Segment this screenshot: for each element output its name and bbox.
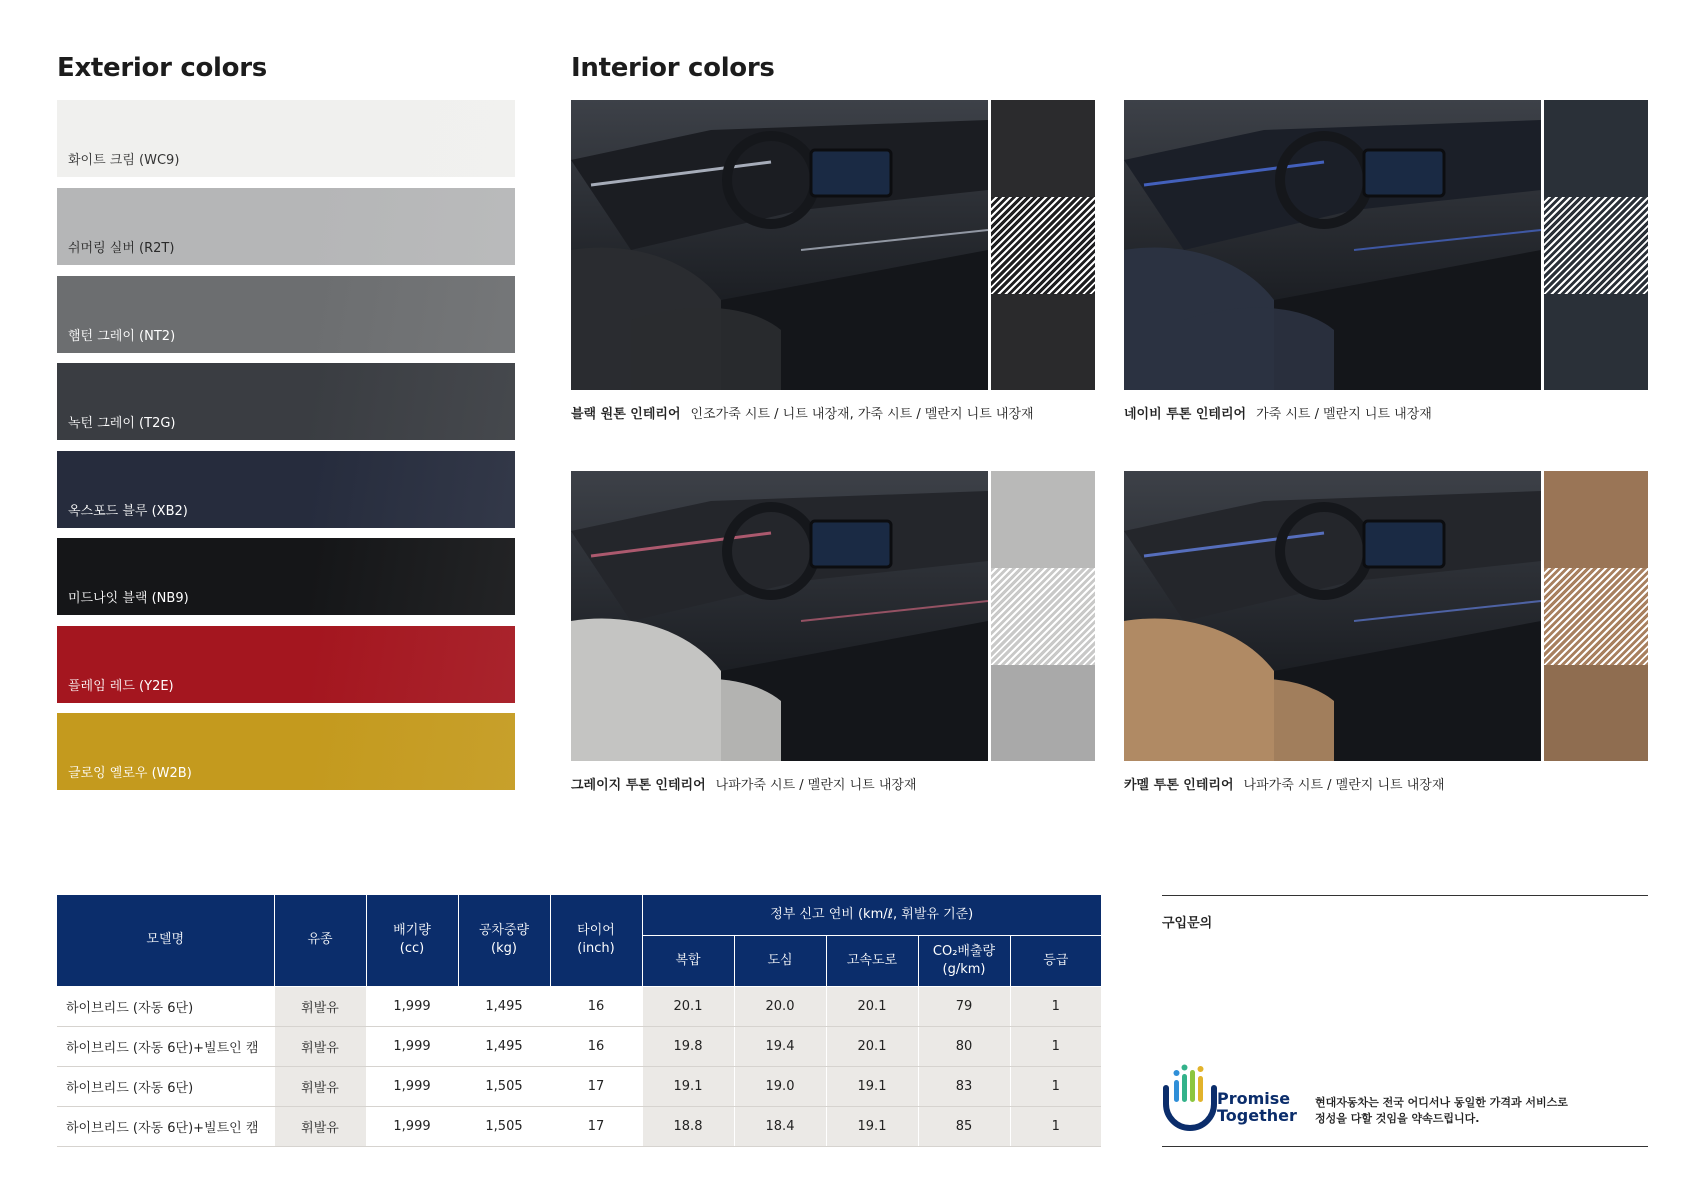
cell-model: 하이브리드 (자동 6단) — [57, 986, 274, 1026]
color-swatch — [57, 626, 515, 703]
interior-name: 네이비 투톤 인테리어 — [1124, 407, 1247, 422]
material-swatch — [991, 100, 1095, 390]
cell-tire: 17 — [550, 1106, 642, 1146]
color-swatch — [57, 538, 515, 615]
color-swatch — [57, 451, 515, 528]
header-tire — [550, 895, 642, 986]
swatch-label: 글로잉 옐로우 (W2B) — [68, 766, 192, 781]
header-co2-unit: (g/km) — [942, 961, 986, 977]
header-grade: 등급 — [1010, 935, 1101, 986]
header-displacement — [366, 895, 458, 986]
cell-tire: 16 — [550, 986, 642, 1026]
interior-desc: 가죽 시트 / 멜란지 니트 내장재 — [1256, 407, 1432, 422]
cell-grade: 1 — [1010, 986, 1101, 1026]
brand-line-1: Promise — [1217, 1089, 1291, 1108]
color-swatch — [57, 276, 515, 353]
cell-co2: 80 — [918, 1026, 1010, 1066]
interior-name: 그레이지 투톤 인테리어 — [571, 778, 706, 793]
material-swatch — [1544, 471, 1648, 761]
interior-caption — [571, 774, 917, 793]
cell-model: 하이브리드 (자동 6단) — [57, 1066, 274, 1106]
interior-name: 카멜 투톤 인테리어 — [1124, 778, 1234, 793]
swatch-label: 옥스포드 블루 (XB2) — [68, 504, 188, 519]
header-efficiency-group: 정부 신고 연비 (km/ℓ, 휘발유 기준) — [642, 895, 1101, 935]
brand-line-2: Together — [1217, 1106, 1297, 1125]
cell-weight: 1,505 — [458, 1066, 550, 1106]
interior-caption — [571, 403, 1034, 422]
interior-name: 블랙 원톤 인테리어 — [571, 407, 681, 422]
header-model: 모델명 — [57, 895, 274, 986]
cell-tire: 17 — [550, 1066, 642, 1106]
swatch-label: 플레임 레드 (Y2E) — [68, 679, 174, 694]
cell-highway: 19.1 — [826, 1066, 918, 1106]
swatch-label: 미드나잇 블랙 (NB9) — [68, 591, 189, 606]
header-co2-label: CO₂배출량 — [932, 943, 996, 959]
header-displacement-label: 배기량 — [393, 923, 431, 939]
cell-displacement: 1,999 — [366, 1066, 458, 1106]
interior-caption — [1124, 403, 1432, 422]
cell-displacement: 1,999 — [366, 1106, 458, 1146]
interior-desc: 인조가죽 시트 / 니트 내장재, 가죽 시트 / 멜란지 니트 내장재 — [690, 407, 1034, 422]
inquiry-divider-top — [1162, 895, 1648, 896]
header-tire-unit: (inch) — [577, 941, 615, 957]
cell-co2: 79 — [918, 986, 1010, 1026]
interior-colors-title: Interior colors — [571, 53, 775, 83]
cell-weight: 1,495 — [458, 1026, 550, 1066]
color-swatch — [57, 713, 515, 790]
cell-combined: 20.1 — [642, 986, 734, 1026]
cell-model: 하이브리드 (자동 6단)+빌트인 캠 — [57, 1106, 274, 1146]
cell-grade: 1 — [1010, 1106, 1101, 1146]
swatch-label: 햄턴 그레이 (NT2) — [68, 329, 176, 344]
spec-table — [57, 895, 1101, 1147]
cell-highway: 19.1 — [826, 1106, 918, 1146]
swatch-label: 녹턴 그레이 (T2G) — [68, 416, 176, 431]
cell-grade: 1 — [1010, 1066, 1101, 1106]
cell-grade: 1 — [1010, 1026, 1101, 1066]
cell-tire: 16 — [550, 1026, 642, 1066]
header-tire-label: 타이어 — [577, 923, 615, 939]
header-fuel: 유종 — [274, 895, 366, 986]
cell-model: 하이브리드 (자동 6단)+빌트인 캠 — [57, 1026, 274, 1066]
cell-weight: 1,495 — [458, 986, 550, 1026]
cell-city: 20.0 — [734, 986, 826, 1026]
cell-displacement: 1,999 — [366, 1026, 458, 1066]
promise-desc-line-1: 현대자동차는 전국 어디서나 동일한 가격과 서비스로 — [1315, 1096, 1568, 1109]
header-weight — [458, 895, 550, 986]
promise-desc-line-2: 정성을 다할 것임을 약속드립니다. — [1315, 1112, 1480, 1125]
cell-city: 19.4 — [734, 1026, 826, 1066]
header-co2 — [918, 935, 1010, 986]
interior-desc: 나파가죽 시트 / 멜란지 니트 내장재 — [715, 778, 917, 793]
header-combined: 복합 — [642, 935, 734, 986]
cell-combined: 18.8 — [642, 1106, 734, 1146]
cell-co2: 85 — [918, 1106, 1010, 1146]
color-swatch — [57, 363, 515, 440]
interior-photo — [571, 471, 988, 761]
cell-fuel: 휘발유 — [274, 1106, 366, 1146]
cell-combined: 19.1 — [642, 1066, 734, 1106]
swatch-label: 쉬머링 실버 (R2T) — [68, 241, 175, 256]
cell-fuel: 휘발유 — [274, 1026, 366, 1066]
cell-city: 18.4 — [734, 1106, 826, 1146]
header-weight-label: 공차중량 — [478, 923, 530, 939]
cell-co2: 83 — [918, 1066, 1010, 1106]
header-city: 도심 — [734, 935, 826, 986]
inquiry-divider-bottom — [1162, 1146, 1648, 1147]
exterior-colors-title: Exterior colors — [57, 53, 267, 83]
table-row — [57, 1026, 1101, 1066]
promise-together-logo-icon — [1160, 1064, 1220, 1132]
cell-weight: 1,505 — [458, 1106, 550, 1146]
interior-caption — [1124, 774, 1444, 793]
header-weight-unit: (kg) — [491, 941, 517, 957]
cell-displacement: 1,999 — [366, 986, 458, 1026]
header-displacement-unit: (cc) — [399, 941, 425, 957]
interior-photo — [1124, 100, 1541, 390]
promise-description — [1315, 1095, 1568, 1127]
color-swatch — [57, 188, 515, 265]
interior-desc: 나파가죽 시트 / 멜란지 니트 내장재 — [1243, 778, 1445, 793]
header-highway: 고속도로 — [826, 935, 918, 986]
table-row — [57, 1106, 1101, 1146]
cell-combined: 19.8 — [642, 1026, 734, 1066]
color-swatch — [57, 100, 515, 177]
material-swatch — [1544, 100, 1648, 390]
table-row — [57, 1066, 1101, 1106]
inquiry-title: 구입문의 — [1162, 916, 1213, 931]
interior-photo — [571, 100, 988, 390]
promise-together-wordmark — [1217, 1090, 1297, 1124]
table-row — [57, 986, 1101, 1026]
cell-highway: 20.1 — [826, 1026, 918, 1066]
interior-photo — [1124, 471, 1541, 761]
material-swatch — [991, 471, 1095, 761]
cell-city: 19.0 — [734, 1066, 826, 1106]
cell-fuel: 휘발유 — [274, 986, 366, 1026]
cell-highway: 20.1 — [826, 986, 918, 1026]
swatch-label: 화이트 크림 (WC9) — [68, 153, 180, 168]
cell-fuel: 휘발유 — [274, 1066, 366, 1106]
